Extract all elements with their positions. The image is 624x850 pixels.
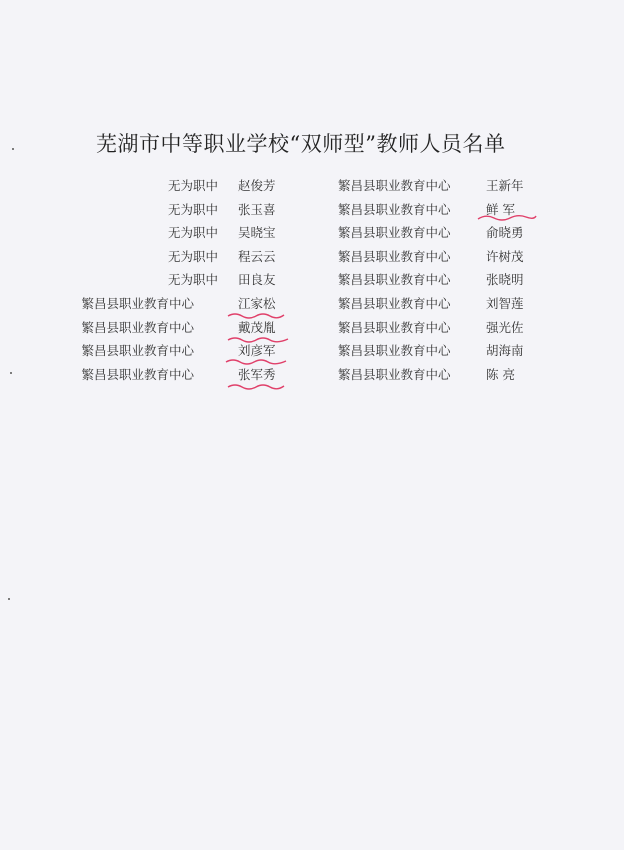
teacher-name-right: 许树茂 xyxy=(486,248,524,264)
teacher-name-left: 张玉喜 xyxy=(238,201,276,217)
table-row xyxy=(0,199,624,221)
teacher-name-left: 赵俊芳 xyxy=(238,178,276,193)
teacher-name-right: 张晓明 xyxy=(486,272,524,288)
teacher-name-left: 程云云 xyxy=(238,248,276,264)
school-right: 繁昌县职业教育中心 xyxy=(338,201,451,217)
school-left: 繁昌县职业教育中心 xyxy=(81,366,194,382)
school-right: 繁昌县职业教育中心 xyxy=(338,319,451,335)
school-left: 繁昌县职业教育中心 xyxy=(81,296,194,311)
school-right: 繁昌县职业教育中心 xyxy=(338,272,451,288)
school-right: 繁昌县职业教育中心 xyxy=(338,178,451,193)
school-left: 繁昌县职业教育中心 xyxy=(81,319,194,335)
page-title: 芜湖市中等职业学校“双师型”教师人员名单 xyxy=(96,132,506,156)
teacher-name-right: 王新年 xyxy=(486,178,524,193)
table-row xyxy=(0,246,624,268)
teacher-name-right: 俞晓勇 xyxy=(486,225,524,241)
teacher-name-right: 鲜 军 xyxy=(486,201,515,217)
teacher-name-right: 陈 亮 xyxy=(486,366,515,382)
teacher-name-right: 强光佐 xyxy=(486,319,524,335)
table-row xyxy=(0,175,624,197)
teacher-name-right: 胡海南 xyxy=(486,343,524,359)
school-right: 繁昌县职业教育中心 xyxy=(338,343,451,359)
teacher-name-right: 刘智莲 xyxy=(486,296,524,311)
table-row xyxy=(0,293,624,315)
table-row xyxy=(0,317,624,339)
scan-speck xyxy=(8,598,10,600)
table-row xyxy=(0,340,624,362)
teacher-name-left: 张军秀 xyxy=(238,366,276,382)
school-left: 无为职中 xyxy=(167,201,218,217)
school-right: 繁昌县职业教育中心 xyxy=(338,366,451,382)
teacher-name-left: 田良友 xyxy=(238,272,276,288)
table-row xyxy=(0,364,624,386)
school-left: 无为职中 xyxy=(167,272,218,288)
teacher-name-left: 戴茂胤 xyxy=(238,319,276,335)
school-right: 繁昌县职业教育中心 xyxy=(338,225,451,241)
table-row xyxy=(0,222,624,244)
teacher-name-left: 江家松 xyxy=(238,296,276,311)
school-left: 繁昌县职业教育中心 xyxy=(81,343,194,359)
scan-speck xyxy=(10,372,12,374)
scan-speck xyxy=(12,148,14,150)
school-left: 无为职中 xyxy=(167,225,218,241)
school-left: 无为职中 xyxy=(167,248,218,264)
school-right: 繁昌县职业教育中心 xyxy=(338,296,451,311)
table-row xyxy=(0,269,624,291)
school-right: 繁昌县职业教育中心 xyxy=(338,248,451,264)
teacher-name-left: 刘彦军 xyxy=(238,343,276,359)
school-left: 无为职中 xyxy=(167,178,218,193)
teacher-name-left: 吴晓宝 xyxy=(238,225,276,241)
